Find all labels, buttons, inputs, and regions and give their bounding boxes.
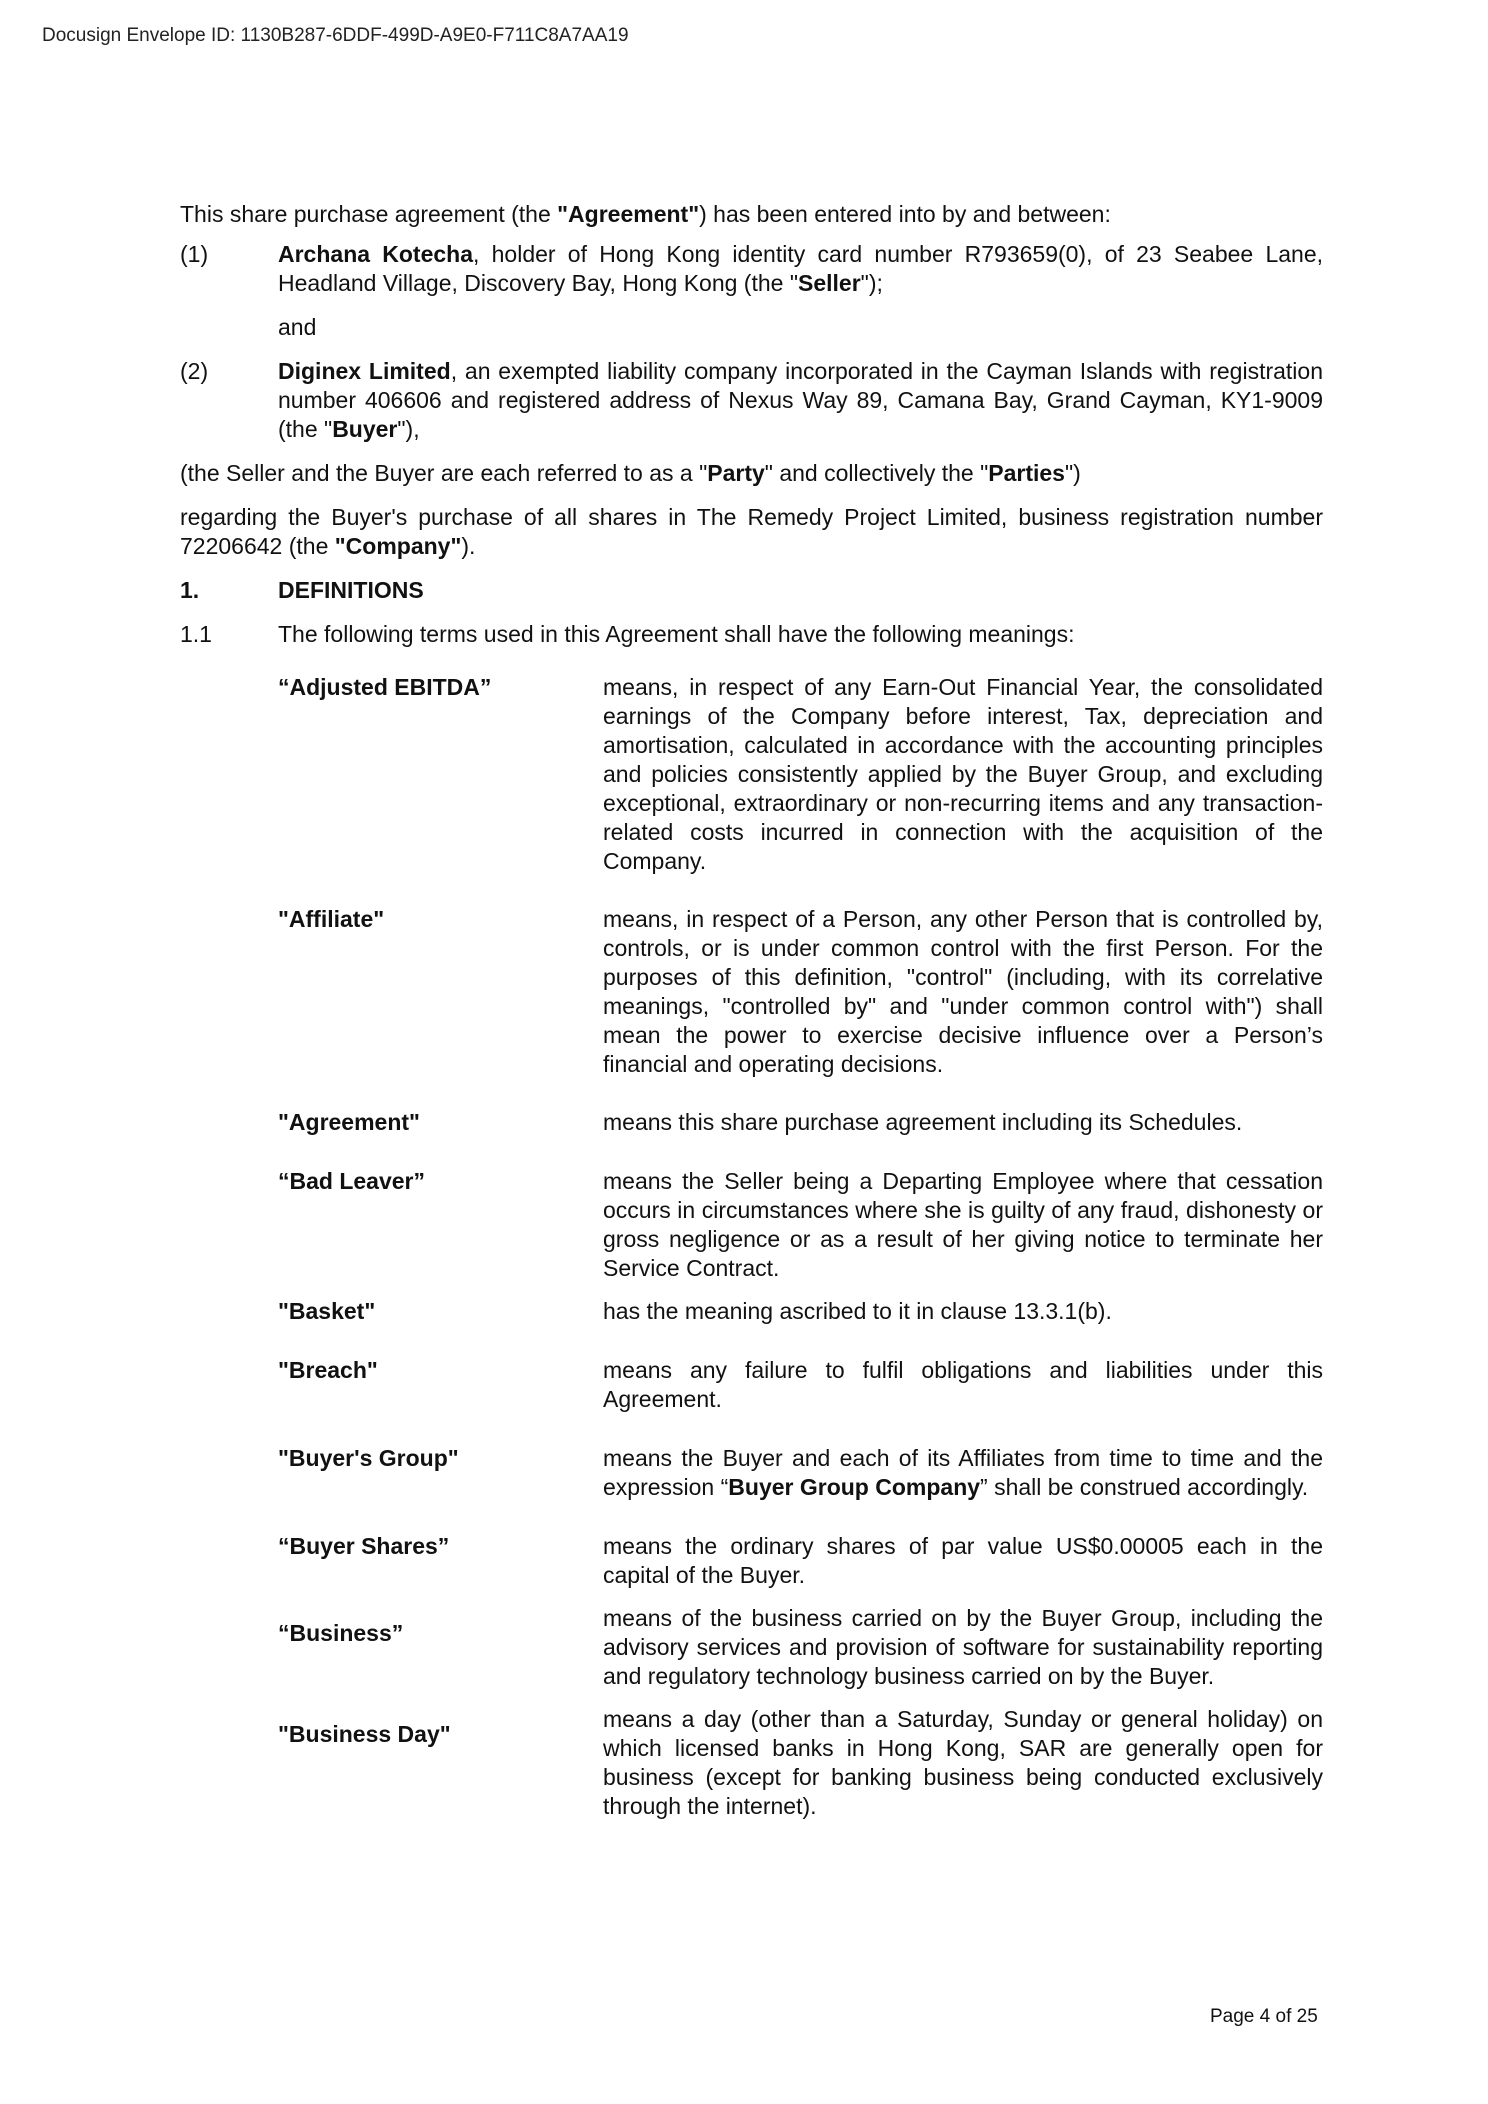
definitions-list [180,673,1323,1821]
clause-number: 1.1 [180,621,212,647]
intro-paragraph: This share purchase agreement (the "Agreement") has been entered into by and between: [180,201,1111,227]
definition-meaning: means, in respect of a Person, any other Person that is controlled by, controls, or is under common control with the first Person. For the purposes of this definition, "control" (including, with its correlative meanings, "controlled by" and "under common control with") shall mean the power to exercise decisive influence over a Person’s financial and operating decisions. [603,906,1323,1077]
definition-meaning: means the Buyer and each of its Affiliates from time to time and the expression “Buyer Group Company” shall be construed accordingly. [603,1445,1323,1500]
definition-meaning: means the ordinary shares of par value US$0.00005 each in the capital of the Buyer. [603,1533,1323,1588]
party-1-number: (1) [180,241,209,267]
definition-item [278,1532,1323,1590]
party-1 [180,240,1323,298]
definition-term: "Buyer's Group" [278,1445,459,1471]
clause-text: The following terms used in this Agreement shall have the following meanings: [278,621,1075,647]
definition-meaning: means any failure to fulfil obligations and liabilities under this Agreement. [603,1357,1323,1412]
clause-1-1 [180,620,1323,649]
page-number: Page 4 of 25 [1210,2006,1318,2027]
definition-term: "Basket" [278,1298,376,1324]
definition-item [278,1167,1323,1283]
and-connector: and [278,314,317,340]
definition-meaning: means the Seller being a Departing Employee where that cessation occurs in circumstances where she is guilty of any fraud, dishonesty or gross negligence or as a result of her giving notice to terminate her Service Contract. [603,1168,1323,1281]
party-2-number: (2) [180,358,209,384]
parties-paragraph: (the Seller and the Buyer are each referred to as a "Party" and collectively the "Parties") [180,460,1081,486]
section-heading [180,576,1323,605]
definition-item [278,905,1323,1079]
definition-term: “Bad Leaver” [278,1168,426,1194]
definition-meaning: means this share purchase agreement including its Schedules. [603,1109,1243,1135]
definition-item [278,1444,1323,1502]
section-title: DEFINITIONS [278,577,424,603]
definition-term: "Business Day" [278,1721,451,1747]
definition-term: "Agreement" [278,1109,420,1135]
envelope-id: Docusign Envelope ID: 1130B287-6DDF-499D-A9E0-F711C8A7AA19 [42,25,629,46]
definition-meaning: means of the business carried on by the Buyer Group, including the advisory services and provision of software for sustainability reporting and regulatory technology business carried on by the Buyer. [603,1605,1323,1689]
regarding-paragraph: regarding the Buyer's purchase of all shares in The Remedy Project Limited, business registration number 72206642 (the "Company"). [180,504,1323,559]
definition-term: “Adjusted EBITDA” [278,674,492,700]
definition-term: "Breach" [278,1357,378,1383]
definition-term: “Buyer Shares” [278,1533,450,1559]
definition-item [278,1297,1323,1326]
definition-meaning: means, in respect of any Earn-Out Financial Year, the consolidated earnings of the Company before interest, Tax, depreciation and amortisation, calculated in accordance with the accounting principles and policies consistently applied by the Buyer Group, and excluding exceptional, extraordinary or non-recurring items and any transaction-related costs incurred in connection with the acquisition of the Company. [603,674,1323,874]
definition-term: “Business” [278,1620,404,1646]
definition-term: "Affiliate" [278,906,385,932]
party-2-text: Diginex Limited, an exempted liability company incorporated in the Cayman Islands with registration number 406606 and registered address of Nexus Way 89, Camana Bay, Grand Cayman, KY1-9009 (the "Buyer"), [278,358,1323,442]
section-number: 1. [180,577,200,603]
document-body [180,200,1323,1821]
definition-item [278,1604,1323,1691]
definition-item [278,1356,1323,1414]
definition-item [278,1705,1323,1821]
definition-meaning: means a day (other than a Saturday, Sunday or general holiday) on which licensed banks in Hong Kong, SAR are generally open for business (except for banking business being conducted exclusively through the internet). [603,1706,1323,1819]
definition-meaning: has the meaning ascribed to it in clause 13.3.1(b). [603,1298,1112,1324]
party-2 [180,357,1323,444]
party-1-text: Archana Kotecha, holder of Hong Kong identity card number R793659(0), of 23 Seabee Lane, Headland Village, Discovery Bay, Hong Kong (the "Seller"); [278,241,1324,296]
definition-item [278,1108,1323,1137]
definition-item [278,673,1323,876]
